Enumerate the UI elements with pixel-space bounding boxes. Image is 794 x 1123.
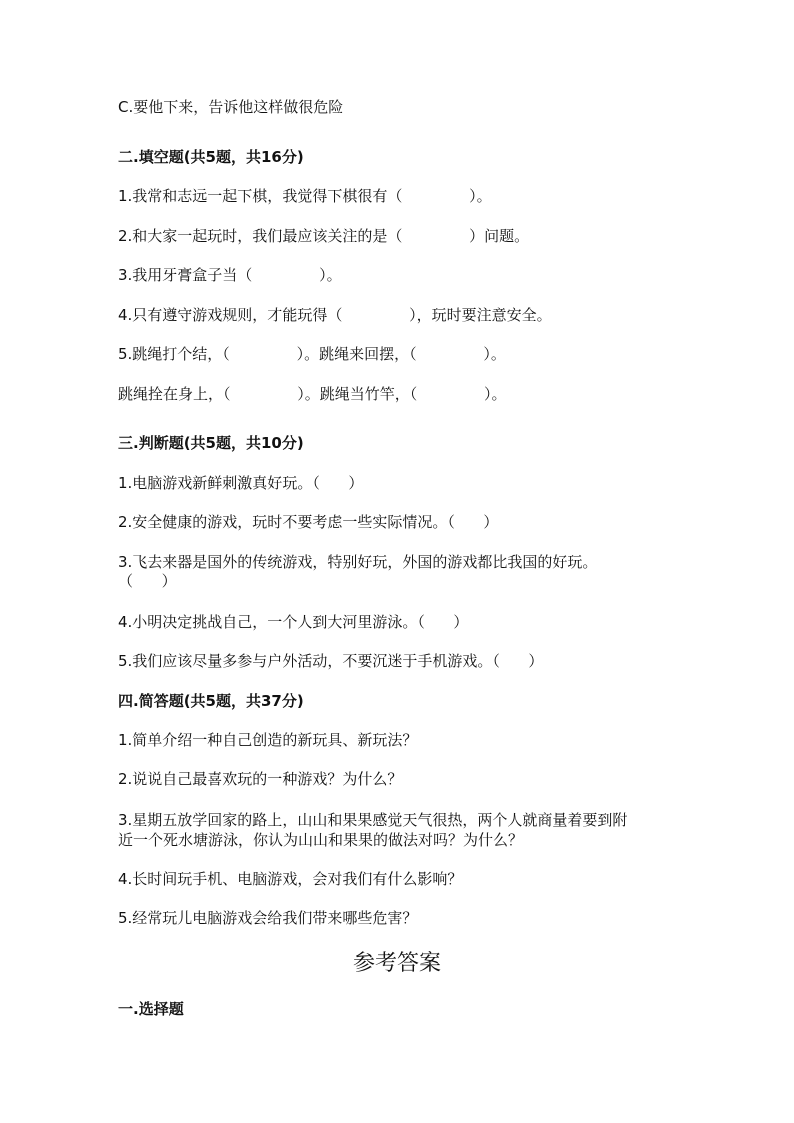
short-question-4: 4.长时间玩手机、电脑游戏，会对我们有什么影响？ xyxy=(118,870,463,888)
judge-question-2: 2.安全健康的游戏，玩时不要考虑一些实际情况。（ ） xyxy=(118,513,499,531)
judge-question-3-line-2: （ ） xyxy=(118,572,177,590)
short-question-3-line-1: 3.星期五放学回家的路上，山山和果果感觉天气很热，两个人就商量着要到附 xyxy=(118,811,628,829)
section-4-title: 四.简答题(共5题，共37分) xyxy=(118,692,304,710)
answer-section-1-title: 一.选择题 xyxy=(118,1000,184,1018)
short-question-2: 2.说说自己最喜欢玩的一种游戏？为什么？ xyxy=(118,770,403,788)
section-2-title: 二.填空题(共5题，共16分) xyxy=(118,148,304,166)
short-question-5: 5.经常玩儿电脑游戏会给我们带来哪些危害？ xyxy=(118,909,418,927)
fill-question-3: 3.我用牙膏盒子当（ ）。 xyxy=(118,266,342,284)
fill-question-2: 2.和大家一起玩时，我们最应该关注的是（ ）问题。 xyxy=(118,227,530,245)
option-c: C.要他下来，告诉他这样做很危险 xyxy=(118,98,344,116)
fill-question-5-line-1: 5.跳绳打个结，（ ）。跳绳来回摆，（ ）。 xyxy=(118,345,506,363)
judge-question-4: 4.小明决定挑战自己，一个人到大河里游泳。（ ） xyxy=(118,613,469,631)
fill-question-4: 4.只有遵守游戏规则，才能玩得（ ），玩时要注意安全。 xyxy=(118,306,552,324)
section-3-title: 三.判断题(共5题，共10分) xyxy=(118,434,304,452)
short-question-1: 1.简单介绍一种自己创造的新玩具、新玩法？ xyxy=(118,731,418,749)
judge-question-1: 1.电脑游戏新鲜刺激真好玩。（ ） xyxy=(118,474,364,492)
short-question-3-line-2: 近一个死水塘游泳，你认为山山和果果的做法对吗？为什么？ xyxy=(118,831,524,849)
fill-question-1: 1.我常和志远一起下棋，我觉得下棋很有（ ）。 xyxy=(118,187,492,205)
judge-question-5: 5.我们应该尽量多参与户外活动，不要沉迷于手机游戏。（ ） xyxy=(118,652,544,670)
judge-question-3-line-1: 3.飞去来器是国外的传统游戏，特别好玩，外国的游戏都比我国的好玩。 xyxy=(118,553,598,571)
fill-question-5-line-2: 跳绳拴在身上，（ ）。跳绳当竹竿，（ ）。 xyxy=(118,385,507,403)
answer-key-title: 参考答案 xyxy=(352,951,441,976)
